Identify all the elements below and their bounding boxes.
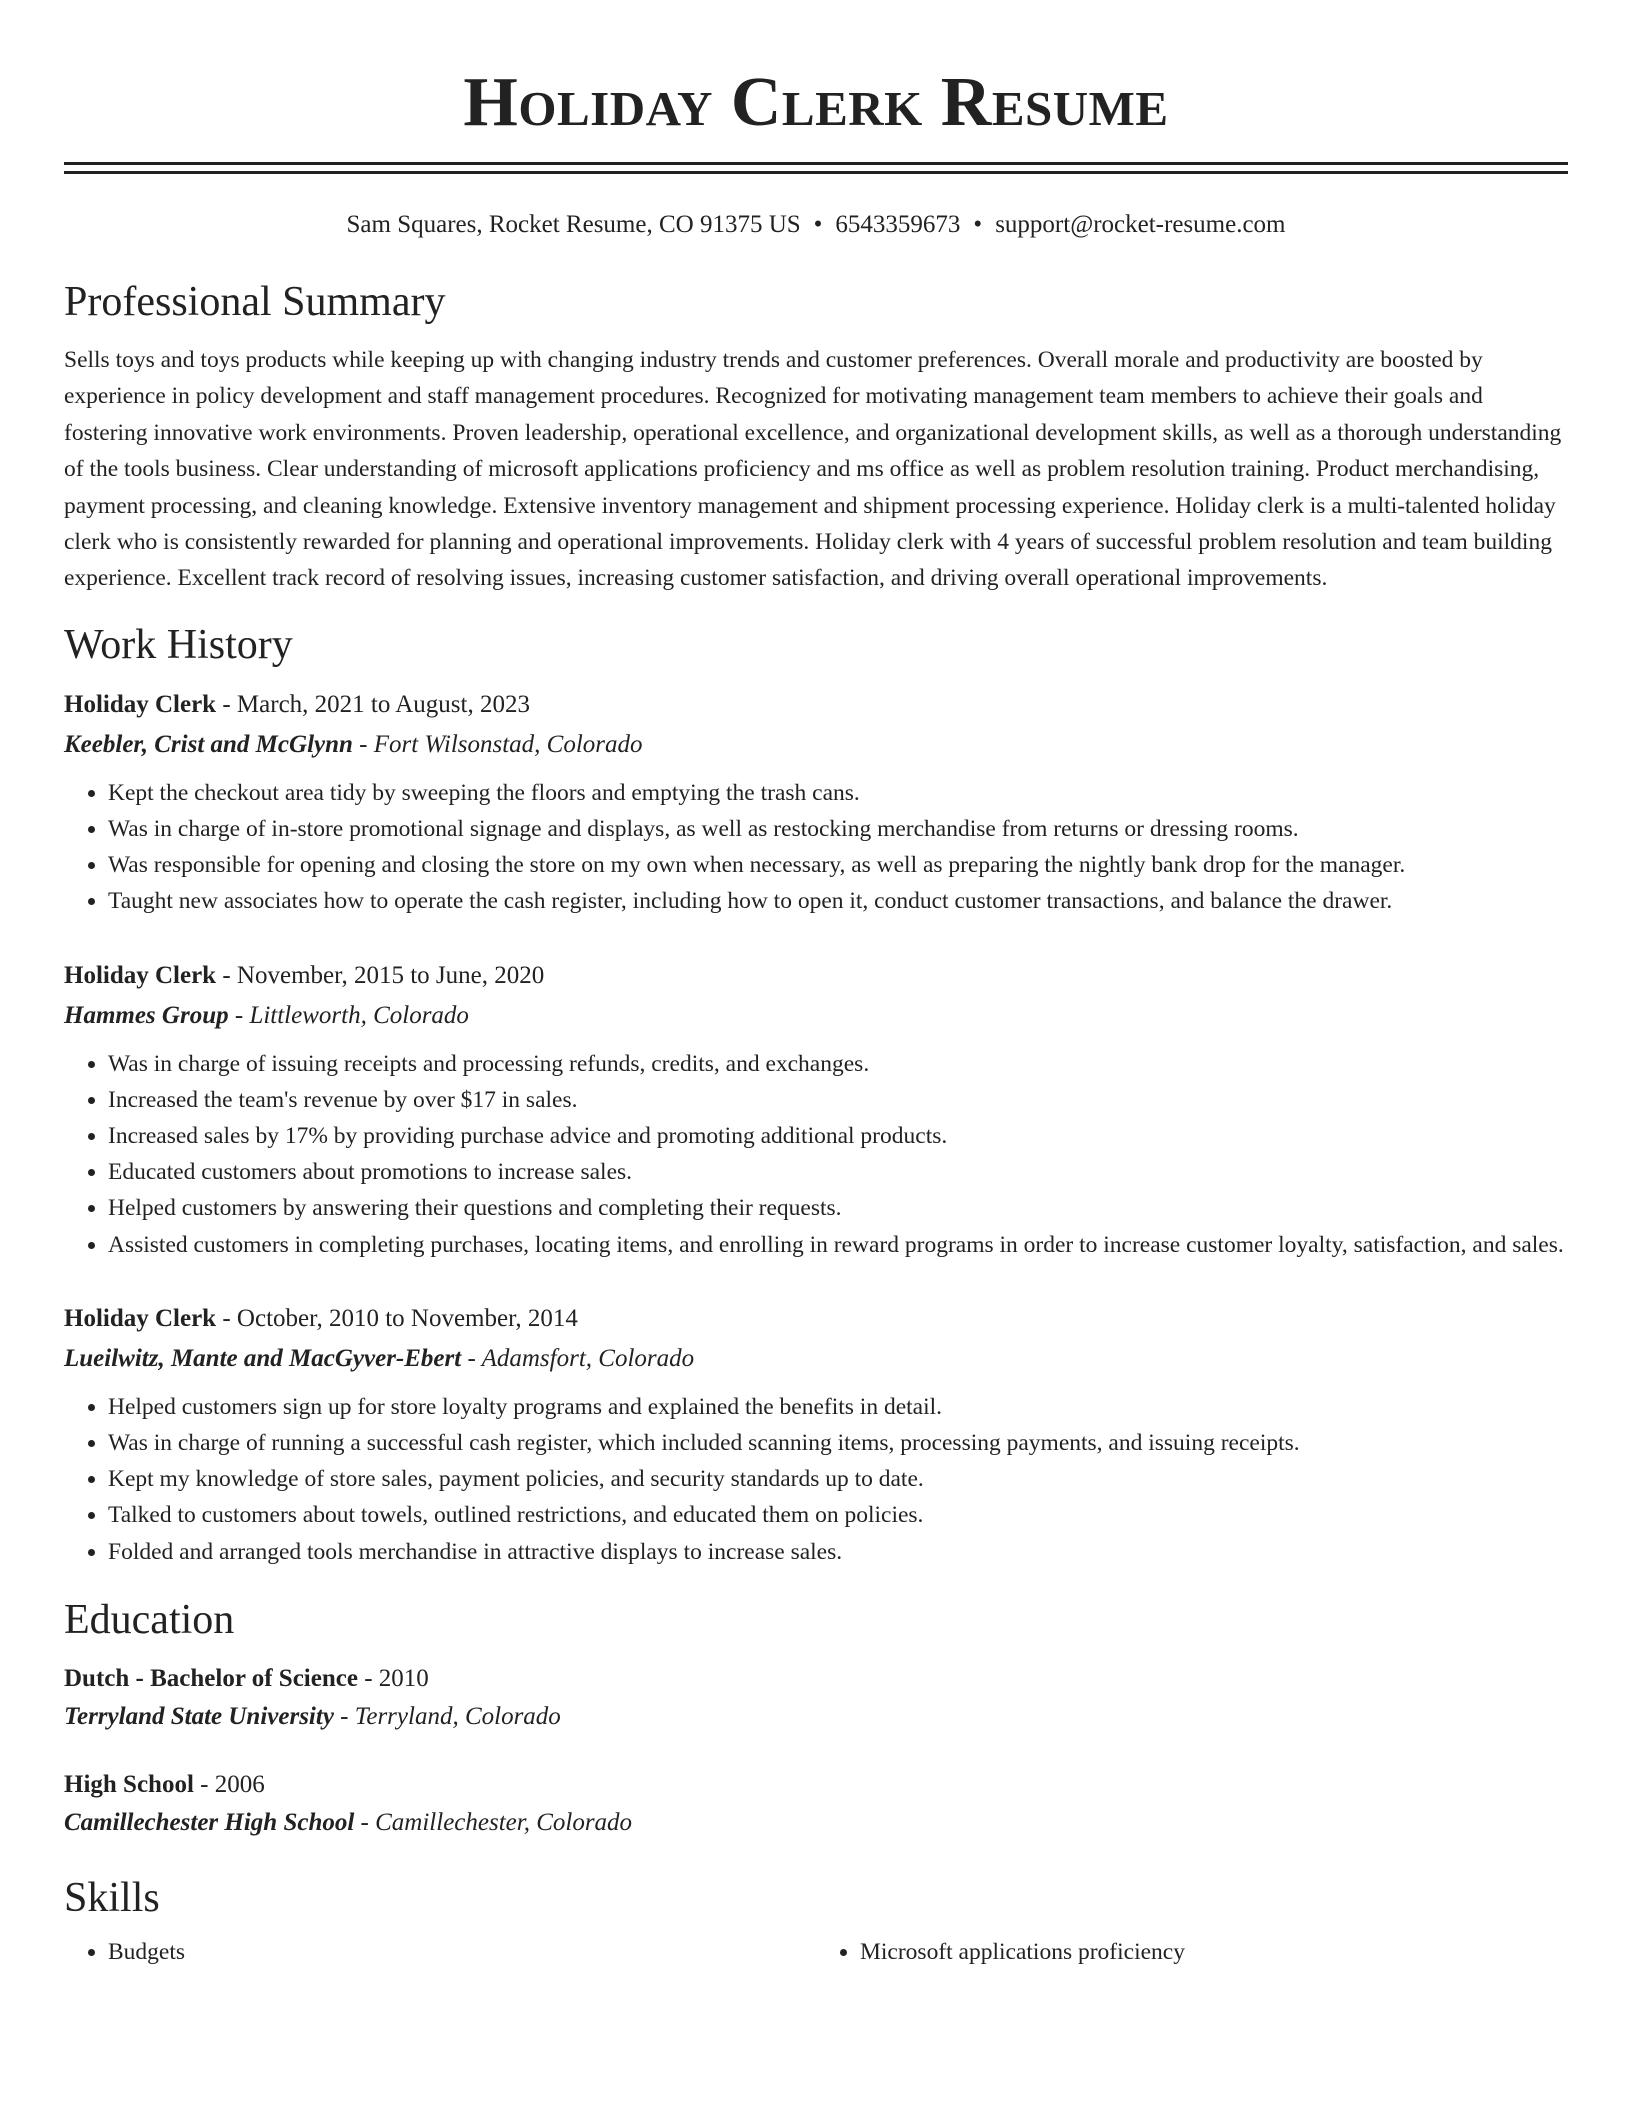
job-title: Holiday Clerk bbox=[64, 961, 217, 989]
summary-text: Sells toys and toys products while keeping up with changing industry trends and customer preferences. Overall morale and productivity are boosted by experience in policy development and staff management procedures. Recognized for motivating management team members to achieve their goals and fostering innovative work environments. Proven leadership, operational excellence, and organizational development skills, as well as a thorough understanding of the tools business. Clear understanding of microsoft applications proficiency and ms office as well as problem resolution training. Product merchandising, payment processing, and cleaning knowledge. Extensive inventory management and shipment processing experience. Holiday clerk is a multi-talented holiday clerk who is consistently rewarded for planning and operational improvements. Holiday clerk with 4 years of successful problem resolution and team building experience. Excellent track record of resolving issues, increasing customer satisfaction, and driving overall operational improvements. bbox=[64, 347, 1562, 592]
job-duty-item: • Assisted customers in completing purchases, locating items, and enrolling in reward programs in order to increase customer loyalty, satisfaction, and sales. bbox=[108, 1227, 1568, 1263]
skills-list-left bbox=[64, 1934, 816, 1970]
education-section bbox=[64, 1594, 1568, 1842]
job-dates: March, 2021 to August, 2023 bbox=[236, 690, 530, 718]
contact-separator: • bbox=[973, 211, 983, 238]
graduation-year: 2006 bbox=[214, 1770, 265, 1798]
dash: - bbox=[354, 1808, 376, 1836]
job-duty-item: • Increased sales by 17% by providing purchase advice and promoting additional products. bbox=[108, 1118, 1568, 1154]
dash: - bbox=[333, 1702, 355, 1730]
job-duty-item: • Talked to customers about towels, outlined restrictions, and educated them on policies. bbox=[108, 1497, 1568, 1533]
job-duty-item: • Educated customers about promotions to increase sales. bbox=[108, 1154, 1568, 1190]
job-duty-item: • Kept the checkout area tidy by sweeping the floors and emptying the trash cans. bbox=[108, 775, 1568, 811]
job-duty-item: • Folded and arranged tools merchandise in attractive displays to increase sales. bbox=[108, 1534, 1568, 1570]
contact-phone: 6543359673 bbox=[835, 211, 961, 238]
skill-item: • Microsoft applications proficiency bbox=[860, 1934, 1568, 1970]
job-duties-list bbox=[64, 1389, 1568, 1570]
school-location: Camillechester, Colorado bbox=[375, 1808, 633, 1836]
job-company-line bbox=[64, 1339, 1568, 1379]
dash: - bbox=[228, 1001, 250, 1029]
degree-line bbox=[64, 1660, 1568, 1698]
job-duty-item: • Was in charge of in-store promotional signage and displays, as well as restocking merchandise from returns or dressing rooms. bbox=[108, 811, 1568, 847]
job-title-line bbox=[64, 956, 1568, 996]
work-history-heading: Work History bbox=[64, 621, 293, 668]
summary-section bbox=[64, 276, 1568, 597]
job-duty-item: • Taught new associates how to operate the cash register, including how to open it, conduct customer transactions, and balance the drawer. bbox=[108, 883, 1568, 919]
contact-line bbox=[64, 208, 1568, 242]
job-duty-item: • Was in charge of issuing receipts and processing refunds, credits, and exchanges. bbox=[108, 1046, 1568, 1082]
job-title-line bbox=[64, 685, 1568, 725]
school-line bbox=[64, 1698, 1568, 1736]
dash: - bbox=[216, 1304, 237, 1332]
job-duty-item: • Helped customers by answering their questions and completing their requests. bbox=[108, 1190, 1568, 1226]
job-duty-item: • Increased the team's revenue by over $17 in sales. bbox=[108, 1082, 1568, 1118]
dash: - bbox=[193, 1770, 215, 1798]
graduation-year: 2010 bbox=[378, 1664, 429, 1692]
education-heading: Education bbox=[64, 1596, 235, 1643]
contact-email[interactable]: support@rocket-resume.com bbox=[995, 211, 1286, 238]
job-location: Adamsfort, Colorado bbox=[481, 1344, 695, 1372]
job-duties-list bbox=[64, 1046, 1568, 1263]
contact-separator: • bbox=[813, 211, 823, 238]
title-divider-bottom bbox=[64, 171, 1568, 174]
dash: - bbox=[357, 1664, 379, 1692]
job-dates: October, 2010 to November, 2014 bbox=[236, 1304, 578, 1332]
job-duty-item: • Kept my knowledge of store sales, payment policies, and security standards up to date. bbox=[108, 1461, 1568, 1497]
skill-item: • Budgets bbox=[108, 1934, 816, 1970]
school-name: Camillechester High School bbox=[64, 1808, 355, 1836]
job-company: Hammes Group bbox=[64, 1001, 229, 1029]
job-company-line bbox=[64, 725, 1568, 765]
contact-address: Sam Squares, Rocket Resume, CO 91375 US bbox=[346, 211, 801, 238]
job-company: Lueilwitz, Mante and MacGyver-Ebert bbox=[64, 1344, 462, 1372]
job-duties-list bbox=[64, 775, 1568, 920]
dash: - bbox=[216, 690, 237, 718]
job-entry bbox=[64, 956, 1568, 1263]
job-entry bbox=[64, 1299, 1568, 1570]
title-divider-top bbox=[64, 162, 1568, 165]
job-location: Fort Wilsonstad, Colorado bbox=[373, 730, 643, 758]
job-dates: November, 2015 to June, 2020 bbox=[236, 961, 545, 989]
work-history-section bbox=[64, 619, 1568, 1570]
education-entry bbox=[64, 1660, 1568, 1736]
dash: - bbox=[216, 961, 237, 989]
job-entry bbox=[64, 685, 1568, 920]
degree-line bbox=[64, 1766, 1568, 1804]
dash: - bbox=[461, 1344, 482, 1372]
resume-title: Holiday Clerk Resume bbox=[463, 64, 1169, 141]
degree: Dutch - Bachelor of Science bbox=[64, 1664, 358, 1692]
job-location: Littleworth, Colorado bbox=[249, 1001, 469, 1029]
school-name: Terryland State University bbox=[64, 1702, 334, 1730]
skills-list-right bbox=[816, 1934, 1568, 1970]
skills-heading: Skills bbox=[64, 1874, 160, 1921]
skills-columns bbox=[64, 1934, 1568, 1970]
job-company: Keebler, Crist and McGlynn bbox=[64, 730, 353, 758]
job-duty-item: • Was in charge of running a successful cash register, which included scanning items, processing payments, and issuing receipts. bbox=[108, 1425, 1568, 1461]
job-duty-item: • Was responsible for opening and closing the store on my own when necessary, as well as preparing the nightly bank drop for the manager. bbox=[108, 847, 1568, 883]
dash: - bbox=[352, 730, 374, 758]
education-entry bbox=[64, 1766, 1568, 1842]
school-location: Terryland, Colorado bbox=[354, 1702, 561, 1730]
job-title: Holiday Clerk bbox=[64, 1304, 217, 1332]
school-line bbox=[64, 1804, 1568, 1842]
degree: High School bbox=[64, 1770, 194, 1798]
skills-section bbox=[64, 1872, 1568, 1970]
job-company-line bbox=[64, 996, 1568, 1036]
summary-heading: Professional Summary bbox=[64, 279, 446, 325]
job-title: Holiday Clerk bbox=[64, 690, 217, 718]
job-title-line bbox=[64, 1299, 1568, 1339]
job-duty-item: • Helped customers sign up for store loyalty programs and explained the benefits in detail. bbox=[108, 1389, 1568, 1425]
